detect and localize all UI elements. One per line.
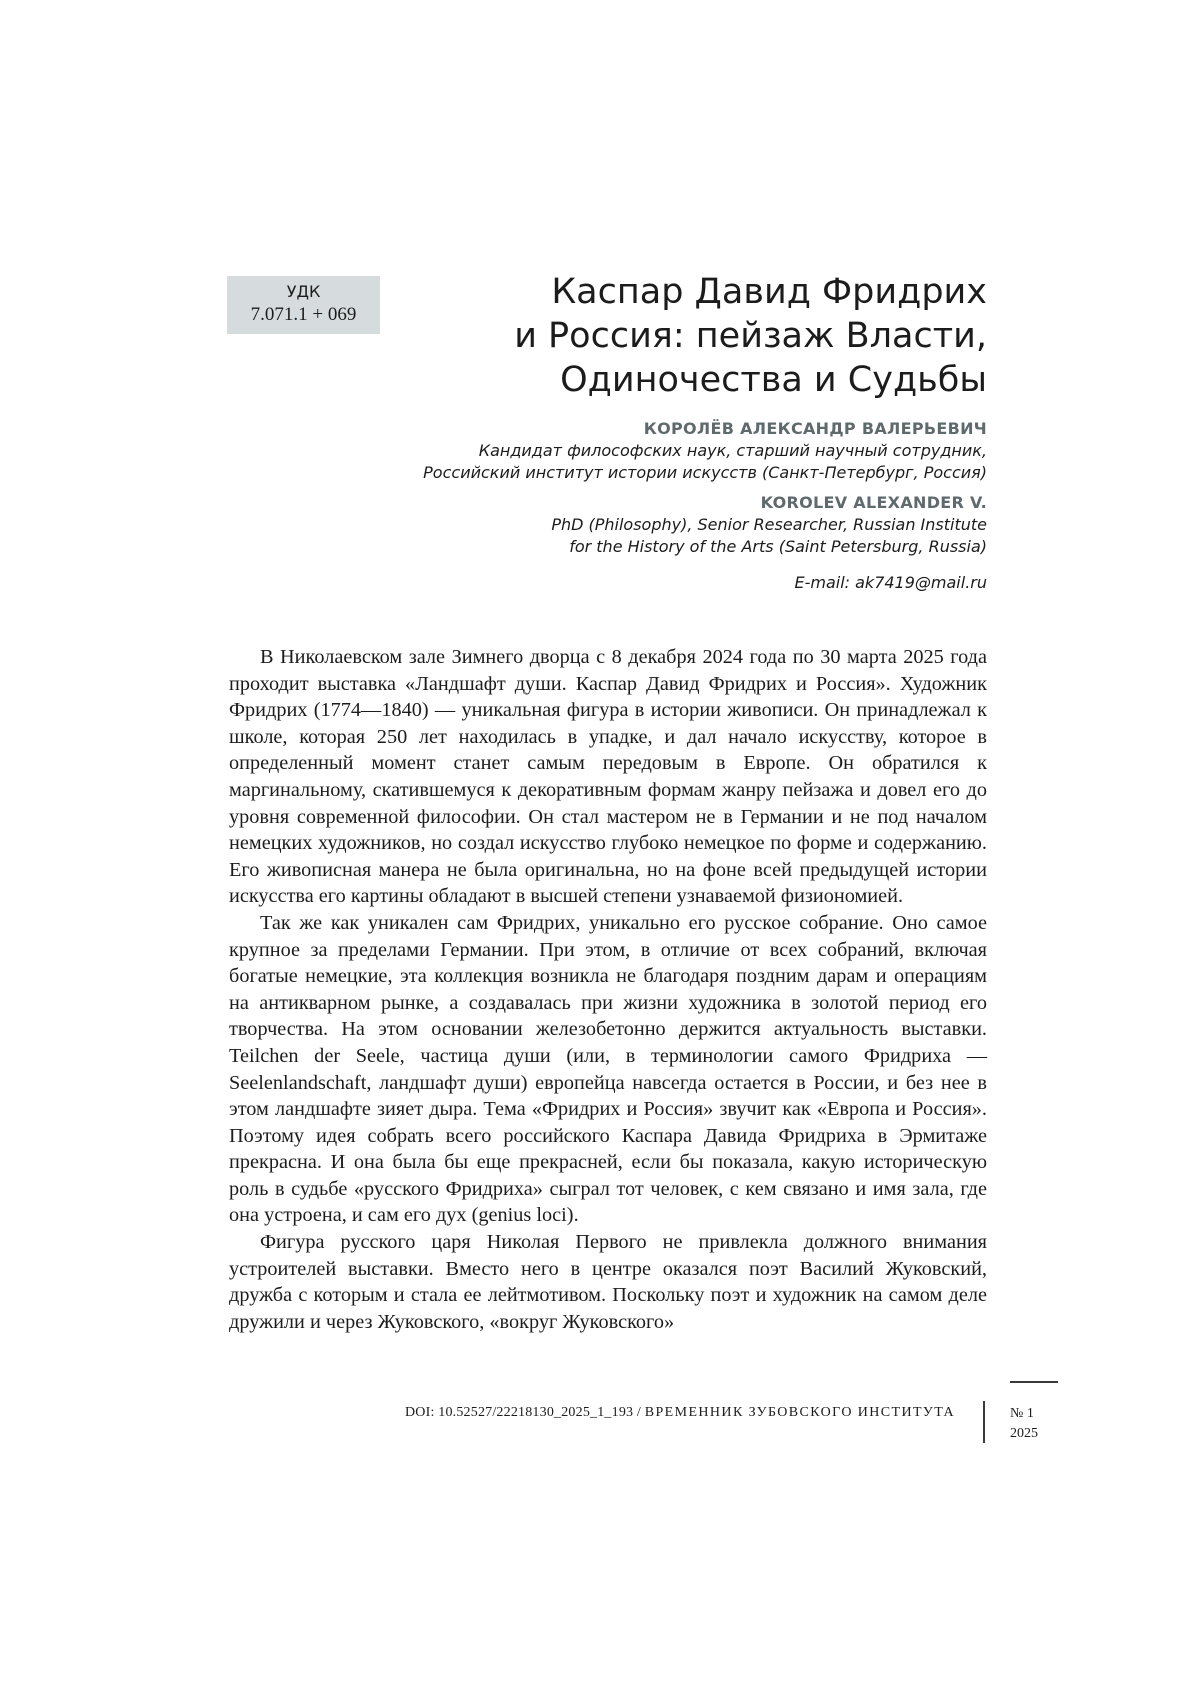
- footer-divider: [983, 1401, 985, 1443]
- margin-rule: [1010, 1381, 1058, 1383]
- author-affiliation-en-line-2: for the History of the Arts (Saint Petersburg, Russia): [569, 537, 987, 556]
- author-affiliation-en-line-1: PhD (Philosophy), Senior Researcher, Russian Institute: [551, 515, 987, 534]
- issue-number-block: [1010, 1404, 1038, 1444]
- udk-label: УДК: [286, 282, 321, 301]
- issue-number: № 1: [1010, 1406, 1034, 1421]
- body-paragraph-3: Фигура русского царя Николая Первого не привлекла должного внимания устроителей выставки. Вместо него в центре оказался поэт Василий Жуковский, дружба с которым и стала ее лейтмотивом. Поскольку поэт и художник на самом деле дружили и через Жуковского, «вокруг Жуковского»: [229, 1231, 987, 1333]
- author-email: E-mail: ak7419@mail.ru: [794, 573, 987, 592]
- author-block: [287, 418, 987, 594]
- title-line-2: и Россия: пейзаж Власти,: [514, 316, 987, 356]
- author-name-en: KOROLEV ALEXANDER V.: [760, 493, 987, 512]
- body-paragraph-2: Так же как уникален сам Фридрих, уникально его русское собрание. Оно самое крупное за пределами Германии. При этом, в отличие от всех собраний, включая богатые немецкие, эта коллекция возникла не благодаря поздним дарам и операциям на антикварном рынке, а создавалась при жизни художника в золотой период его творчества. На этом основании железобетонно держится актуальность выставки. Teilchen der Seele, частица души (или, в терминологии самого Фридриха — Seelenlandschaft, ландшафт души) европейца навсегда остается в России, и без нее в этом ландшафте зияет дыра. Тема «Фридрих и Россия» звучит как «Европа и Россия». Поэтому идея собрать всего российского Каспара Давида Фридриха в Эрмитаже прекрасна. И она была бы еще прекрасней, если бы показала, какую историческую роль в судьбе «русского Фридриха» сыграл тот человек, с кем связано и имя зала, где она устроена, и сам его дух (genius loci).: [229, 911, 987, 1227]
- article-body: [229, 644, 987, 1335]
- udk-box: [227, 276, 380, 334]
- author-name-ru: КОРОЛЁВ АЛЕКСАНДР ВАЛЕРЬЕВИЧ: [643, 419, 987, 438]
- title-line-1: Каспар Давид Фридрих: [551, 272, 987, 312]
- body-paragraph-1: В Николаевском зале Зимнего дворца с 8 декабря 2024 года по 30 марта 2025 года проходит выставка «Ландшафт души. Каспар Давид Фридрих и Россия». Художник Фридрих (1774—1840) — уникальная фигура в истории живописи. Он принадлежал к школе, которая 250 лет находилась в упадке, и дал начало искусству, которое в определенный момент станет самым передовым в Европе. Он обратился к маргинальному, скатившемуся к декоративным формам жанру пейзажа и довел его до уровня современной философии. Он стал мастером не в Германии и не под началом немецких художников, но создал искусство глубоко немецкое по форме и содержанию. Его живописная манера не была оригинальна, но на фоне всей предыдущей истории искусства его картины обладают в высшей степени узнаваемой физиономией.: [229, 646, 987, 908]
- udk-code: 7.071.1 + 069: [250, 304, 357, 325]
- issue-year: 2025: [1010, 1426, 1038, 1441]
- page-footer: [405, 1404, 955, 1422]
- author-affiliation-ru-line-1: Кандидат философских наук, старший научный сотрудник,: [478, 441, 987, 460]
- title-line-3: Одиночества и Судьбы: [560, 360, 987, 400]
- footer-doi: DOI: 10.52527/22218130_2025_1_193: [404, 1405, 634, 1420]
- article-title: [427, 270, 987, 402]
- footer-journal-name: ВРЕМЕННИК ЗУБОВСКОГО ИНСТИТУТА: [644, 1405, 955, 1420]
- footer-separator: /: [633, 1405, 645, 1420]
- author-affiliation-ru-line-2: Российский институт истории искусств (Санкт-Петербург, Россия): [423, 463, 987, 482]
